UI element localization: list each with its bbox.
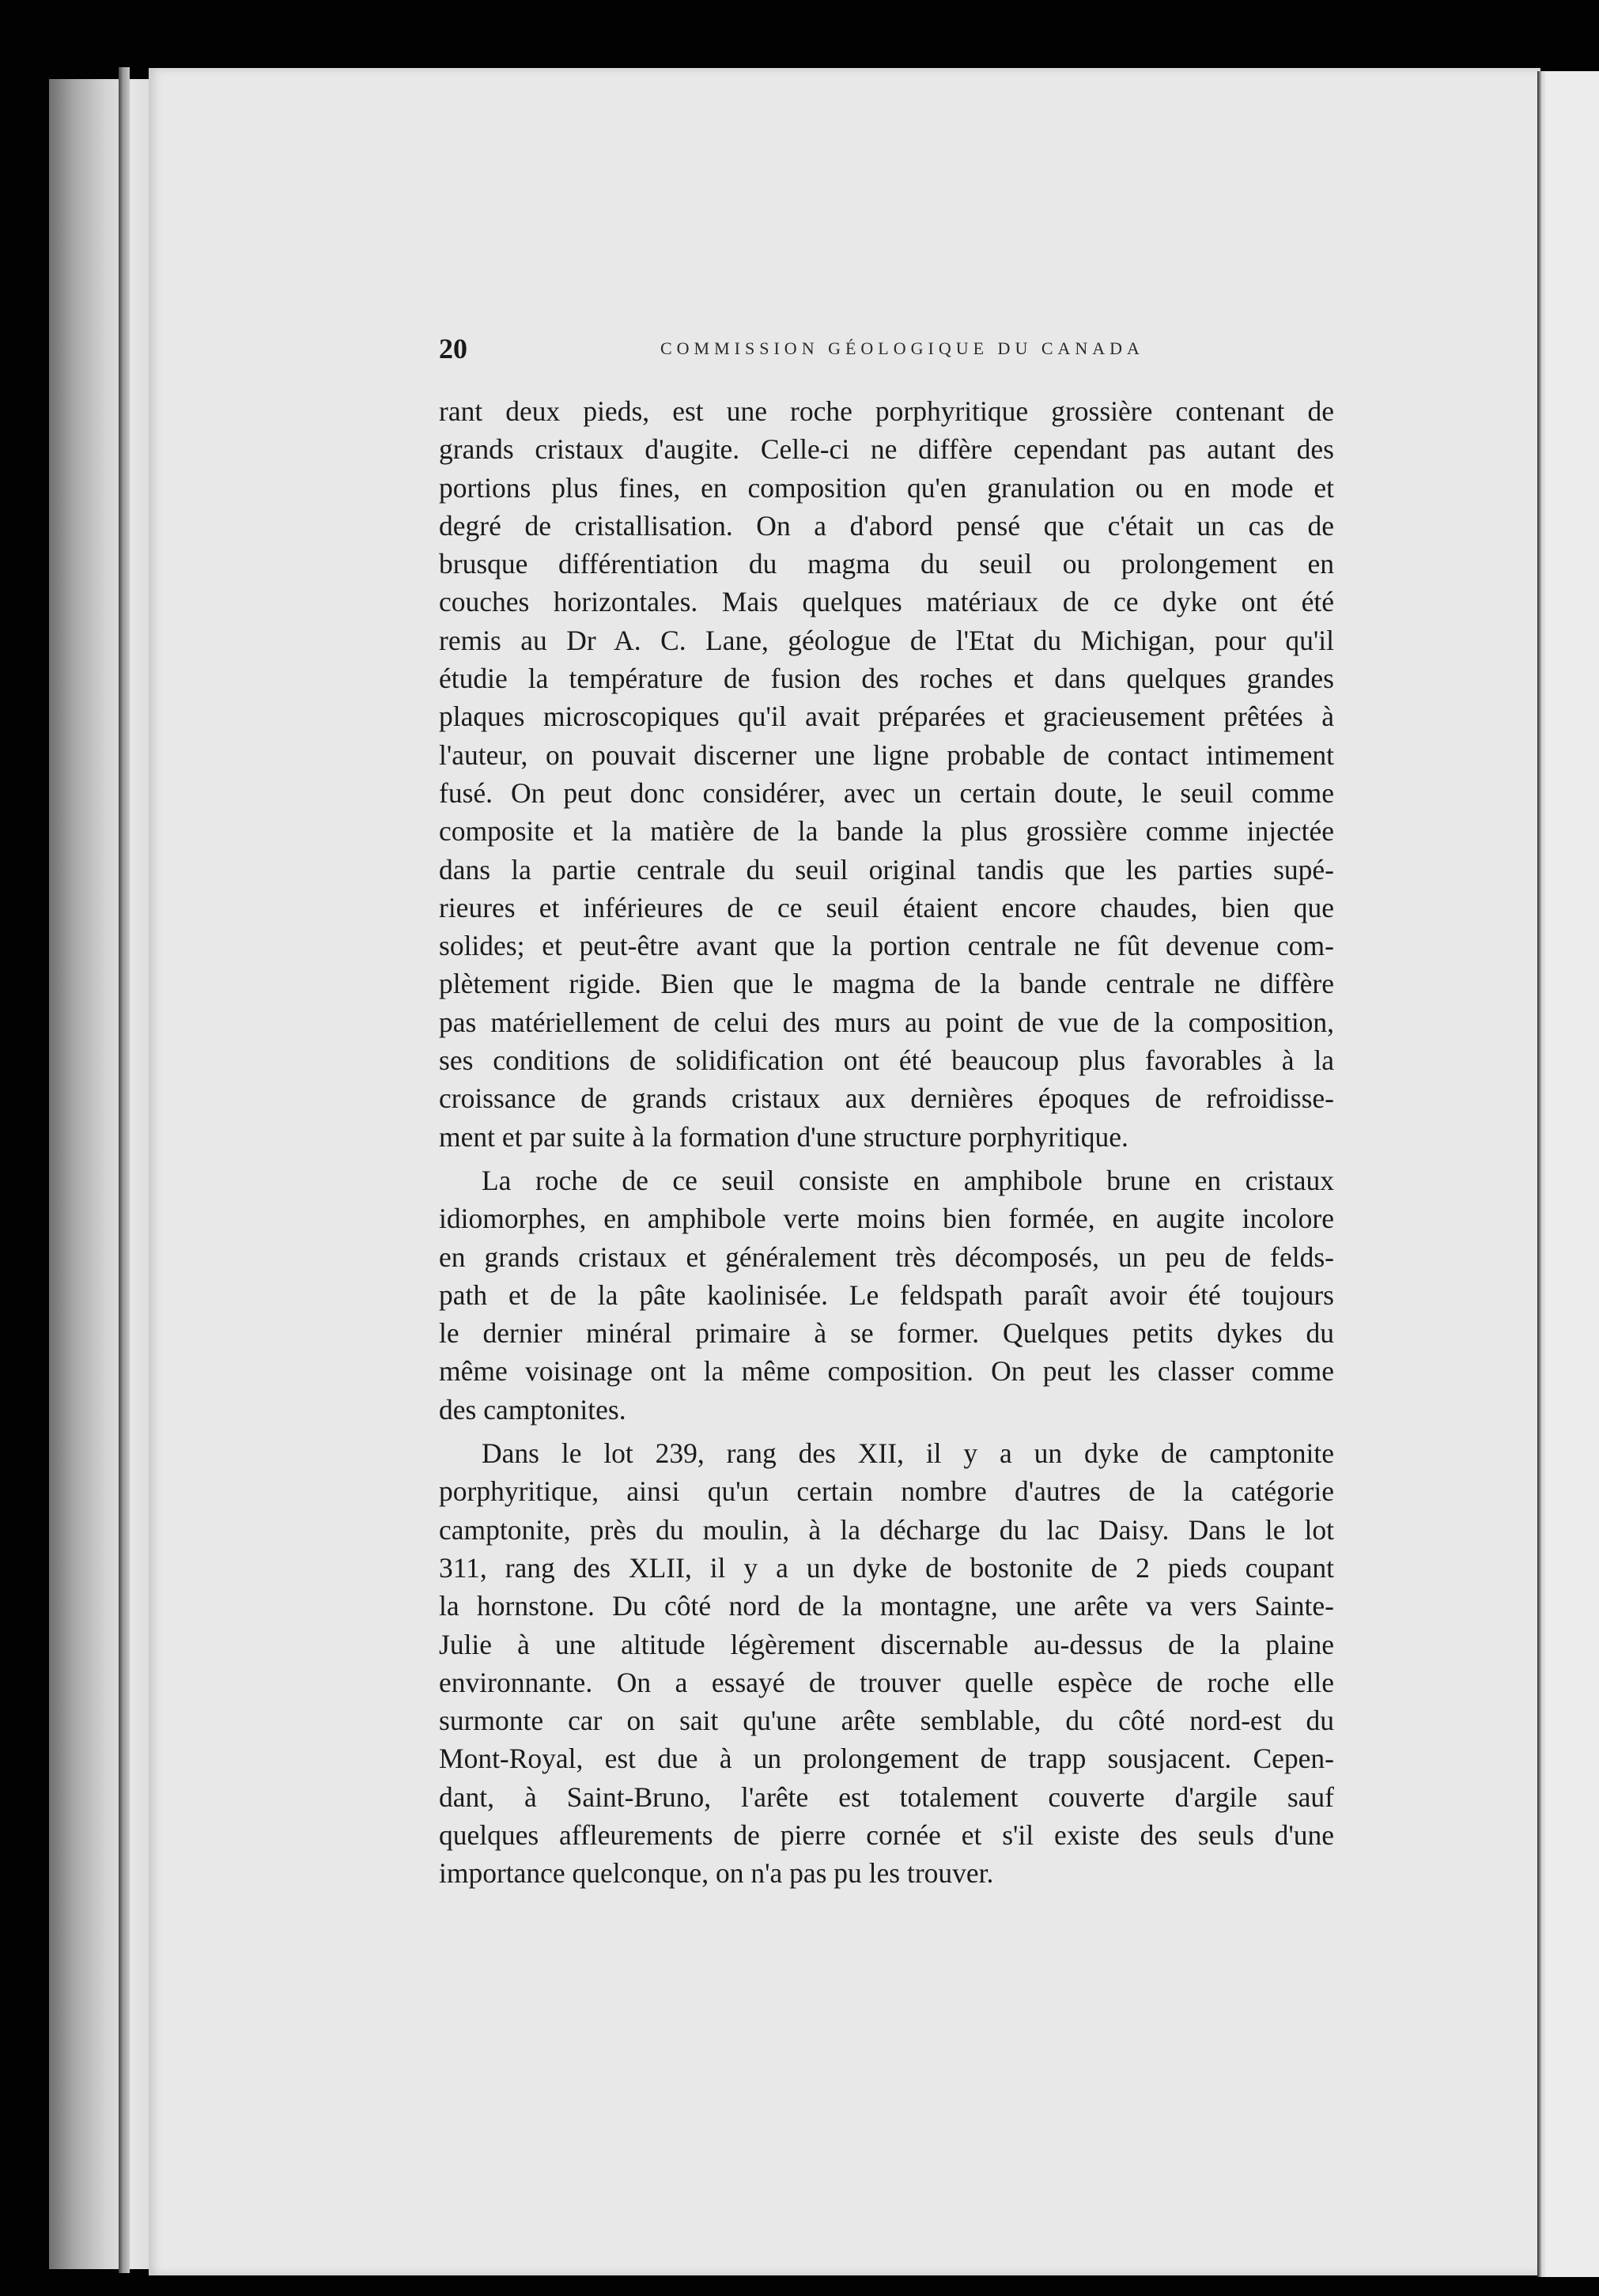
text-line: Julie à une altitude légèrement discernable au-dessus de la plaine (439, 1628, 1334, 1660)
text-line: Mont-Royal, est due à un prolongement de trapp sousjacent. Cepen- (439, 1743, 1334, 1775)
paragraph-gap (439, 1429, 1334, 1434)
running-head: COMMISSION GÉOLOGIQUE DU CANADA (660, 338, 1144, 358)
text-line: étudie la température de fusion des roches et dans quelques grandes (439, 663, 1334, 695)
text-line: fusé. On peut donc considérer, avec un certain doute, le seuil comme (439, 776, 1334, 809)
text-line: dant, à Saint-Bruno, l'arête est totalement couverte d'argile sauf (439, 1781, 1334, 1813)
text-line: grands cristaux d'augite. Celle-ci ne diffère cependant pas autant des (439, 433, 1334, 466)
text-line: même voisinage ont la même composition. On peut les classer comme (439, 1355, 1334, 1388)
text-line: la hornstone. Du côté nord de la montagne, une arête va vers Sainte- (439, 1590, 1334, 1622)
text-line: surmonte car on sait qu'une arête semblable, du côté nord-est du (439, 1705, 1334, 1737)
text-line: pas matériellement de celui des murs au point de vue de la composition, (439, 1006, 1334, 1038)
paragraph-gap (439, 1156, 1334, 1161)
right-page-gutter (1537, 71, 1545, 2277)
text-line: camptonite, près du moulin, à la décharge du lac Daisy. Dans le lot (439, 1513, 1334, 1546)
text-line: path et de la pâte kaolinisée. Le feldspath paraît avoir été toujours (439, 1278, 1334, 1311)
text-line: idiomorphes, en amphibole verte moins bien formée, en augite incolore (439, 1203, 1334, 1235)
text-line: quelques affleurements de pierre cornée et s'il existe des seuls d'une (439, 1818, 1334, 1851)
next-page-edge (1545, 71, 1599, 2277)
text-line: environnante. On a essayé de trouver quelle espèce de roche elle (439, 1666, 1334, 1698)
text-line: brusque différentiation du magma du seuil ou prolongement en (439, 548, 1334, 580)
paragraph (439, 1161, 1334, 1429)
text-line: importance quelconque, on n'a pas pu les trouver. (439, 1857, 994, 1890)
left-page-edge (49, 79, 152, 2269)
text-line: plètement rigide. Bien que le magma de la bande centrale ne diffère (439, 968, 1334, 1000)
text-line: remis au Dr A. C. Lane, géologue de l'Etat du Michigan, pour qu'il (439, 624, 1334, 656)
text-line: plaques microscopiques qu'il avait préparées et gracieusement prêtées à (439, 701, 1334, 733)
paragraph (439, 1434, 1334, 1893)
text-line: ment et par suite à la formation d'une structure porphyritique. (439, 1120, 1128, 1153)
page-number: 20 (439, 333, 467, 364)
binding-shadow (119, 67, 130, 2273)
body-text (439, 392, 1334, 1893)
text-line: rieures et inférieures de ce seuil étaient encore chaudes, bien que (439, 891, 1334, 923)
text-line: 311, rang des XLII, il y a un dyke de bostonite de 2 pieds coupant (439, 1551, 1334, 1584)
text-line: composite et la matière de la bande la plus grossière comme injectée (439, 815, 1334, 848)
text-line: Dans le lot 239, rang des XII, il y a un dyke de camptonite (482, 1437, 1334, 1470)
text-line: solides; et peut-être avant que la portion centrale ne fût devenue com- (439, 930, 1334, 962)
paragraph (439, 392, 1334, 1156)
text-line: degré de cristallisation. On a d'abord pensé que c'était un cas de (439, 509, 1334, 542)
text-line: La roche de ce seuil consiste en amphibole brune en cristaux (482, 1164, 1334, 1196)
text-line: rant deux pieds, est une roche porphyritique grossière contenant de (439, 395, 1334, 427)
text-line: portions plus fines, en composition qu'en granulation ou en mode et (439, 471, 1334, 504)
text-line: dans la partie centrale du seuil original tandis que les parties supé- (439, 853, 1334, 886)
text-line: couches horizontales. Mais quelques matériaux de ce dyke ont été (439, 586, 1334, 618)
text-line: l'auteur, on pouvait discerner une ligne probable de contact intimement (439, 738, 1334, 771)
text-line: porphyritique, ainsi qu'un certain nombre d'autres de la catégorie (439, 1475, 1334, 1508)
text-line: des camptonites. (439, 1393, 626, 1426)
text-line: ses conditions de solidification ont été beaucoup plus favorables à la (439, 1044, 1334, 1077)
text-line: en grands cristaux et généralement très décomposés, un peu de felds- (439, 1241, 1334, 1273)
text-line: le dernier minéral primaire à se former. Quelques petits dykes du (439, 1317, 1334, 1350)
text-line: croissance de grands cristaux aux dernières époques de refroidisse- (439, 1082, 1334, 1115)
